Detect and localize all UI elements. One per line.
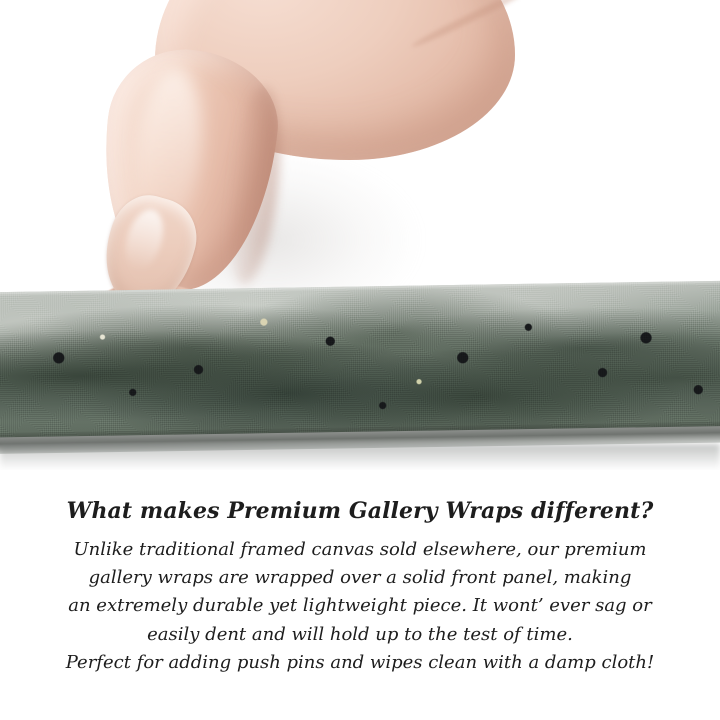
- knuckle-crease: [410, 0, 530, 50]
- body-line: gallery wraps are wrapped over a solid front panel, making: [88, 566, 632, 588]
- finger-edge-shadow: [219, 83, 288, 287]
- body-copy: [40, 536, 680, 678]
- marketing-copy: [0, 498, 720, 678]
- fingernail-sheen: [120, 205, 170, 274]
- body-line: easily dent and will hold up to the test of time.: [147, 623, 573, 645]
- body-line: Perfect for adding push pins and wipes clean with a damp cloth!: [65, 652, 655, 674]
- index-finger: [91, 42, 285, 298]
- canvas-drop-shadow: [0, 444, 720, 470]
- body-line: an extremely durable yet lightweight piece. It wont’ ever sag or: [68, 595, 652, 617]
- gallery-wrap-canvas-edge: [0, 281, 720, 448]
- hand-pressing-finger: [95, 0, 515, 330]
- body-line: Unlike traditional framed canvas sold elsewhere, our premium: [73, 538, 647, 560]
- headline: What makes Premium Gallery Wraps different?: [66, 498, 654, 524]
